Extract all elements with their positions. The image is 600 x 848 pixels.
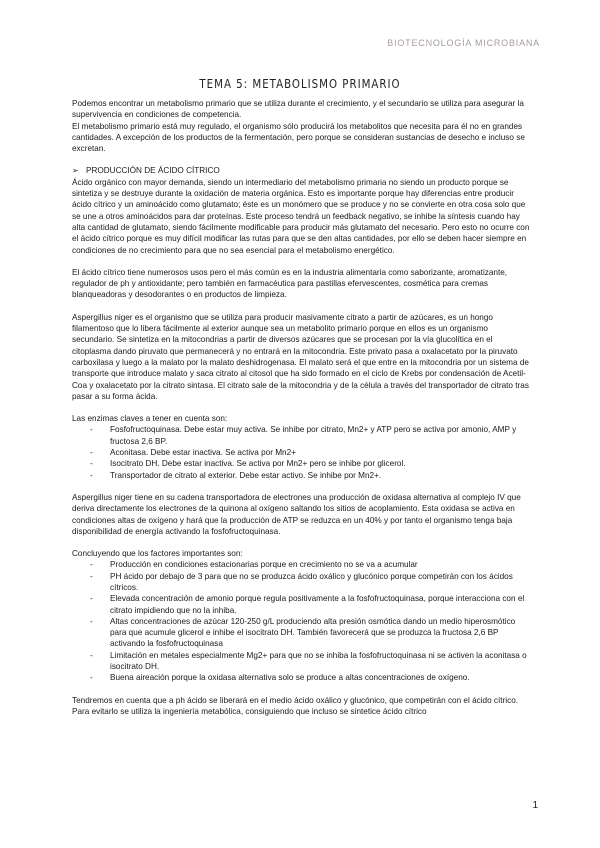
page-title: TEMA 5: METABOLISMO PRIMARIO — [199, 76, 401, 91]
dash-bullet: - — [90, 459, 93, 469]
intro-paragraph-2: El metabolismo primario está muy regulado, el organismo sólo producirá los metabolitos que necesita para él no en grandes cantidades. A excepción de los productos de la fermentación, pero porque se consideran sustancias de desecho e incluso se excretan. — [72, 121, 525, 154]
spacer — [72, 402, 532, 413]
list-item — [72, 458, 532, 469]
metabolic-engineering-paragraph: Tendremos en cuenta que a ph ácido se liberará en el medio ácido oxálico y glucónico, que competirán con el ácido cítrico. Para evitarlo se utiliza la ingeniería metabólica, consiguiendo que incluso se sintetice ácido cítrico — [72, 695, 519, 716]
spacer — [72, 684, 532, 695]
list-item-text: Limitación en metales especialmente Mg2+ para que no se inhiba la fosfofructoquinasa ni se activen la aconitasa o isocitrato DH. — [110, 650, 527, 672]
oxidase-paragraph: Aspergillus niger tiene en su cadena transportadora de electrones una producción de oxidasa alternativa al complejo IV que deriva directamente los electrones de la quinona al oxígeno saltando los sitios de acoplamiento. Esta oxidasa se activa en condiciones altas de oxígeno y hará que la producción de ATP se reduzca en un 40% y por tanto el organismo tenga baja disponibilidad de energía activando la fosfofructoquinasa. — [72, 492, 521, 536]
aspergillus-paragraph: Aspergillus niger es el organismo que se utiliza para producir masivamente citrato a partir de azúcares, es un hongo filamentoso que lo libera fácilmente al exterior aunque sea un metabolito primario porque en ellos es un organismo secundario. Se sintetiza en la mitocondrias a partir de diversos azúcares que se procesan por la vía glucolítica en el citoplasma dando piruvato que permanecerá y no entrará en la mitocondria. Este privato pasa a oxalacetato por la piruvato carboxilasa y luego a la malato por la malato deshidrogenasa. El malato será el que entre en la mitocondria por un sistema de transporte que introduce malato y saca citrato al citosol que ha sido formado en el ciclo de Krebs por condensación de Acetil-Coa y oxalacetato por la citrato sintasa. El citrato sale de la mitocondria y de la célula a través del transportador de citrato tras pasar a su forma ácida. — [72, 312, 529, 401]
list-item-text: Buena aireación porque la oxidasa alternativa solo se produce a altas concentraciones de oxígeno. — [110, 673, 470, 683]
dash-bullet: - — [90, 470, 93, 480]
arrow-bullet-icon: ➢ — [72, 166, 79, 176]
document-body — [72, 98, 532, 717]
enzymes-intro: Las enzimas claves a tener en cuenta son: — [72, 414, 228, 424]
spacer — [72, 481, 532, 492]
list-item-text: PH ácido por debajo de 3 para que no se produzca ácido oxálico y glucónico porque competirán con los ácidos cítricos. — [110, 571, 513, 592]
dash-bullet: - — [90, 425, 93, 435]
spacer — [72, 537, 532, 548]
list-item — [72, 559, 532, 570]
citric-acid-paragraph: Ácido orgánico con mayor demanda, siendo un intermediario del metabolismo primaria no siendo un producto porque se sintetiza y se destruye durante la oxidación de materia orgánica. Esto es importante porque hay diferencias entre producir ácido cítrico y un aminoácido como glutamato; éste es un monómero que se produce y no se convierte en otra cosa solo que se une a otros aminoácidos para dar proteínas. Este proceso tendrá un feedback negativo, se inhibe la síntesis cuando hay alta cantidad de glutamato, siendo fácilmente modificable para producir más glutamato del necesario. Pero esto no ocurre con el ácido cítrico porque es muy difícil modificar las rutas para que se den altas cantidades, por ello se deben hacer siempre en condiciones de no crecimiento para que no sea esencial para el metabolismo energético. — [72, 177, 530, 255]
running-header: BIOTECNOLOGÍA MICROBIANA — [387, 38, 540, 48]
intro-paragraph-1: Podemos encontrar un metabolismo primario que se utiliza durante el crecimiento, y el secundario se utiliza para asegurar la supervivencia en condiciones de competencia. — [72, 99, 524, 120]
list-item-text: Producción en condiciones estacionarias porque en crecimiento no se va a acumular — [110, 560, 418, 570]
list-item-text: Elevada concentración de amonio porque regula positivamente a la fosfofructoquinasa, porque interacciona con el citrato impidiendo que no la inhiba. — [110, 594, 525, 615]
list-item-text: Fosfofructoquinasa. Debe estar muy activa. Se inhibe por citrato, Mn2+ y ATP pero se activa por amonio, AMP y fructosa 2,6 BP. — [110, 425, 517, 446]
factors-list — [72, 559, 532, 683]
list-item — [72, 650, 532, 673]
list-item-text: Aconitasa. Debe estar inactiva. Se activa por Mn2+ — [110, 448, 296, 458]
section-heading — [72, 165, 532, 176]
page-number: 1 — [532, 800, 538, 811]
list-item — [72, 571, 532, 594]
list-item — [72, 616, 532, 650]
dash-bullet: - — [90, 560, 93, 570]
spacer — [72, 154, 532, 165]
enzymes-list — [72, 424, 532, 480]
list-item — [72, 424, 532, 447]
section-heading-text: PRODUCCIÓN DE ÁCIDO CÍTRICO — [86, 166, 220, 176]
dash-bullet: - — [90, 448, 93, 458]
dash-bullet: - — [90, 673, 93, 683]
list-item-text: Transportador de citrato al exterior. Debe estar activo. Se inhibe por Mn2+. — [110, 470, 382, 480]
list-item — [72, 447, 532, 458]
list-item-text: Isocitrato DH. Debe estar inactiva. Se activa por Mn2+ pero se inhibe por glicerol. — [110, 459, 406, 469]
spacer — [72, 301, 532, 312]
dash-bullet: - — [90, 594, 93, 604]
dash-bullet: - — [90, 571, 93, 581]
spacer — [72, 256, 532, 267]
list-item-text: Altas concentraciones de azúcar 120-250 g/L produciendo alta presión osmótica dando un medio hiperosmótico para que acumule glicerol e inhibe el isocitrato DH. También favorecerá que se produzca la fructosa 2,6 BP activando la fosfofructoquinasa — [110, 616, 516, 649]
uses-paragraph: El ácido cítrico tiene numerosos usos pero el más común es en la industria alimentaria como saborizante, aromatizante, regulador de ph y antioxidante; pero también en farmacéutica para pastillas efervescentes, cosmética para cremas blanqueadoras y desodorantes o en productos de limpieza. — [72, 267, 508, 300]
list-item — [72, 672, 532, 683]
list-item — [72, 470, 532, 481]
dash-bullet: - — [90, 650, 93, 660]
list-item — [72, 593, 532, 616]
factors-intro: Concluyendo que los factores importantes son: — [72, 549, 243, 559]
dash-bullet: - — [90, 616, 93, 626]
